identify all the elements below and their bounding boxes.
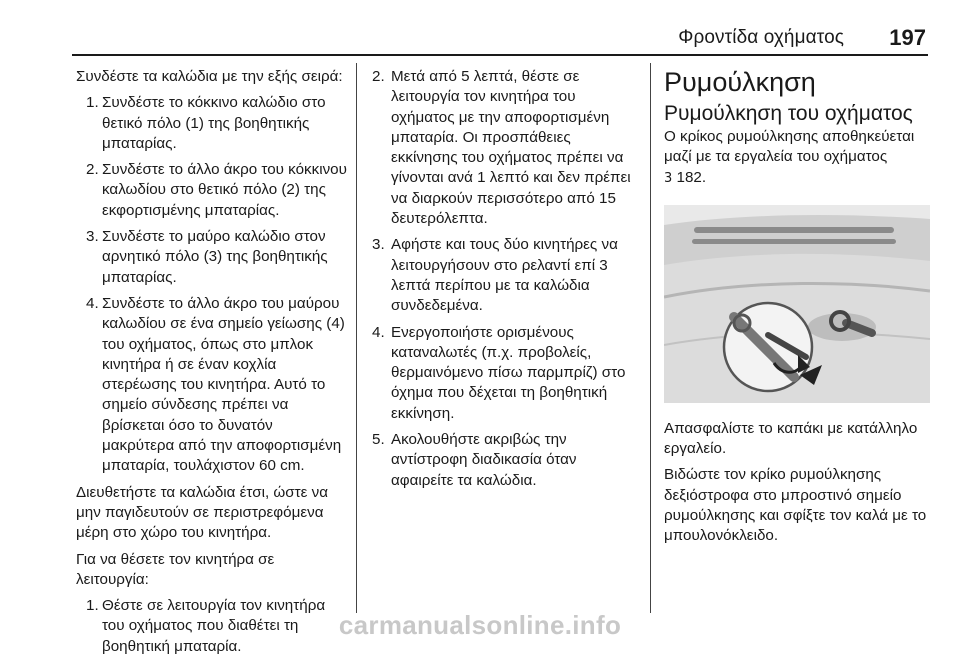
column-divider-1	[356, 63, 357, 613]
watermark: carmanualsonline.info	[338, 610, 622, 640]
column-2	[370, 67, 640, 497]
section-heading: Ρυμούλκηση	[664, 67, 816, 97]
list-item: 5. Ακολουθήστε ακριβώς την αντίστροφη διαδικασία όταν αφαιρείτε τα καλώδια.	[372, 431, 577, 489]
connect-steps	[76, 93, 348, 476]
page-ref-arrow-icon: 3	[664, 170, 673, 186]
connect-intro: Συνδέστε τα καλώδια με την εξής σειρά:	[76, 68, 343, 85]
screw-tow-eye-paragraph: Βιδώστε τον κρίκο ρυμούλκησης δεξιόστροφα στο μπροστινό σημείο ρυμούλκησης και σφίξτε τον καλά με το μπουλονόκλειδο.	[664, 466, 927, 545]
list-item: 4. Ενεργοποιήστε ορισμένους καταναλωτές (π.χ. προβολείς, θερμαινόμενο πίσω παρμπρίζ) στο όχημα που δέχεται τη βοηθητική εκκίνηση.	[372, 323, 626, 422]
column-divider-2	[650, 63, 651, 613]
column-3	[664, 67, 930, 553]
tow-eye-intro: Ο κρίκος ρυμούλκησης αποθηκεύεται μαζί με τα εργαλεία του οχήματος 3 182.	[664, 128, 915, 186]
list-item: 3. Συνδέστε το μαύρο καλώδιο στον αρνητικό πόλο (3) της βοηθητικής μπαταρίας.	[86, 228, 328, 286]
list-item: 1. Θέστε σε λειτουργία τον κινητήρα του οχήματος που διαθέτει τη βοηθητική μπαταρία.	[86, 597, 326, 655]
unlock-cover-paragraph: Απασφαλίστε το καπάκι με κατάλληλο εργαλείο.	[664, 419, 918, 458]
route-cables-paragraph: Διευθετήστε τα καλώδια έτσι, ώστε να μην παγιδευτούν σε περιστρεφόμενα μέρη στο χώρο του κινητήρα.	[76, 483, 328, 542]
column-1	[76, 67, 348, 663]
list-item: 2. Συνδέστε το άλλο άκρο του κόκκινου καλωδίου στο θετικό πόλο (2) της εκφορτισμένης μπαταρίας.	[86, 161, 347, 219]
list-item: 4. Συνδέστε το άλλο άκρο του μαύρου καλωδίου σε ένα σημείο γείωσης (4) του οχήματος, όπως στο μπλοκ κινητήρα ή σε έναν κοχλία στερέωσης του κινητήρα. Αυτό το σημείο σύνδεσης πρέπει να βρίσκεται όσο το δυνατόν μακρύτερα από την αποφορτισμένη μπαταρία, τουλάχιστον 60 cm.	[86, 294, 345, 475]
page-ref: 182.	[672, 168, 707, 186]
start-engine-intro: Για να θέσετε τον κινητήρα σε λειτουργία:	[76, 550, 275, 588]
list-item: 1. Συνδέστε το κόκκινο καλώδιο στο θετικό πόλο (1) της βοηθητικής μπαταρίας.	[86, 94, 326, 152]
list-item: 2. Μετά από 5 λεπτά, θέστε σε λειτουργία τον κινητήρα του οχήματος με την αποφορτισμένη μπαταρία. Οι προσπάθειες εκκίνησης του οχήματος πρέπει να γίνονται ανά 1 λεπτό και δεν πρέπει να διαρκούν περισσότερο από 15 δευτερόλεπτα.	[372, 68, 631, 228]
page-number: 197	[889, 25, 926, 50]
section-title: Φροντίδα οχήματος	[678, 27, 844, 48]
page-header	[0, 0, 960, 56]
subsection-heading: Ρυμούλκηση του οχήματος	[664, 102, 913, 125]
header-divider	[72, 54, 928, 56]
list-item: 3. Αφήστε και τους δύο κινητήρες να λειτουργήσουν στο ρελαντί επί 3 λεπτά περίπου με τα καλώδια συνδεδεμένα.	[372, 236, 618, 315]
towing-illustration	[664, 205, 930, 403]
start-steps-continued	[370, 67, 640, 491]
